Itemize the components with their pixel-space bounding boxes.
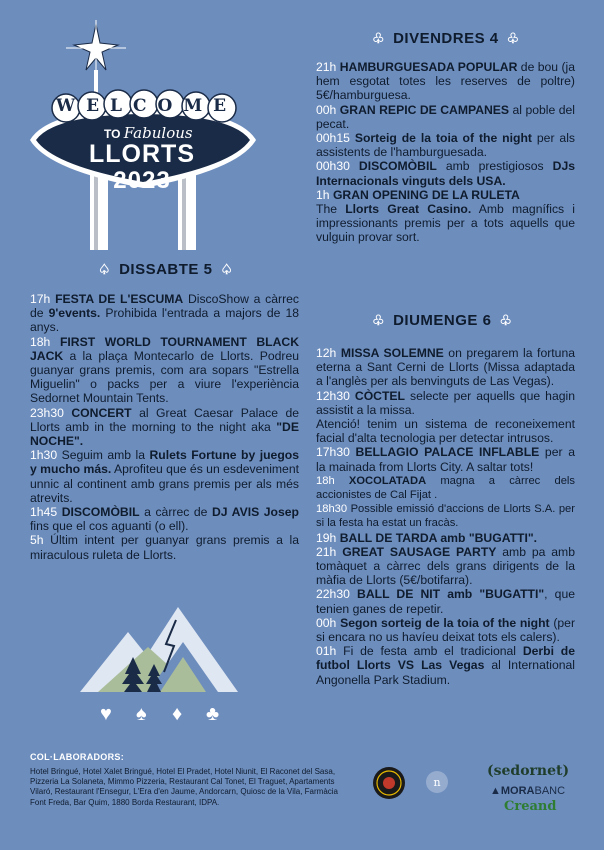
heading-diumenge: ♧ DIUMENGE 6 ♧ [372, 312, 513, 329]
event-item: 18h FIRST WORLD TOURNAMENT BLACK JACK a la plaça Montecarlo de Llorts. Podreu guanyar grans premis, com ara sopars "Estrella Miguelin" o packs per a viure l'experiència Sedornet Mountain Tents. [30, 334, 300, 406]
event-item: 19h BALL DE TARDA amb "BUGATTI". [316, 530, 538, 545]
club-icon: ♣ [206, 703, 220, 724]
creand-logo: Creand [504, 799, 557, 814]
heading-dissabte: ♤ DISSABTE 5 ♤ [98, 261, 234, 278]
spade-outline-icon: ♤ [220, 261, 234, 277]
event-item: 1h GRAN OPENING DE LA RULETA The Llorts Great Casino. Amb magnífics i impressionants premis per a tots aquells que vulguin provar sort. [316, 187, 576, 245]
spade-icon: ♠ [136, 703, 147, 724]
event-item: 17h FESTA DE L'ESCUMA DiscoShow a càrrec de 9'events. Prohibida l'entrada a majors de 18 anys. [30, 292, 300, 335]
sign-to-fabulous: TO Fabulous [104, 124, 193, 142]
event-item: 17h30 BELLAGIO PALACE INFLABLE per a la mainada from Llorts City. A saltar tots! [316, 445, 575, 474]
sign-welcome-letters [56, 96, 238, 116]
event-item: 12h MISSA SOLEMNE on pregarem la fortuna eterna a Sant Cerni de Llorts (Missa adaptada a l'anglès per als benvinguts de Las Vegas). [316, 346, 575, 389]
event-item: 00h GRAN REPIC DE CAMPANES al poble del pecat. [316, 102, 575, 131]
sedornet-logo: (sedornet) [487, 763, 570, 779]
morabanc-logo: ▲MORABANC [490, 785, 566, 797]
dissabte-events [30, 292, 299, 562]
event-item: 22h30 BALL DE NIT amb "BUGATTI", que tenien ganes de repetir. [316, 587, 576, 616]
divendres-events [316, 60, 575, 245]
sign-year: 2023 [113, 167, 171, 194]
heart-icon: ♥ [100, 703, 112, 724]
svg-text:n: n [433, 776, 441, 789]
diamond-icon: ♦ [172, 703, 183, 724]
event-item: 1h30 Seguim amb la Rulets Fortune by juegos y mucho más. Aprofiteu que és un esdeveniment unnic al continent amb grans premis per als més atrevits. [30, 448, 299, 505]
event-item: 00h Segon sorteig de la toia of the night (per si encara no us havíeu deixat tots els calers). [316, 615, 576, 645]
sign-place: LLORTS [89, 140, 195, 168]
collaborators-list: Hotel Bringué, Hotel Xalet Bringué, Hotel El Pradet, Hotel Niunit, El Raconet del Sasa, Pizzeria La Solaneta, Mimmo Pizzeria, Restaurant Cal Tonet, El Traguet, Apartaments Vilaró, Restaurant l'Ensegur, L'Era d'en Jaume, Andorcarn, Quiosc de la Vila, Farmàcia Font Freda, Bar Quim, 1880 Borda Restaurant, IDPA. [30, 767, 339, 807]
event-item: 23h30 CONCERT al Great Caesar Palace de Llorts amb in the morning to the night aka "DE NOCHE". [30, 405, 299, 449]
event-item: 12h30 CÒCTEL selecte per aquells que hagin assistit a la missa. Atenció! tenim un sistema de reconeixement facial d'alta tecnologia per detectar intrusos. [316, 388, 575, 446]
spade-outline-icon: ♤ [98, 261, 112, 277]
collaborators-title: COL·LABORADORS: [30, 752, 124, 762]
club-outline-icon: ♧ [372, 30, 386, 46]
event-item: 00h30 DISCOMÒBIL amb prestigiosos DJs Internacionals vinguts dels USA. [316, 159, 575, 188]
sign-welcome-text: WELCOME [56, 96, 238, 116]
event-item: 01h Fi de festa amb el tradicional Derbi de futbol Llorts VS Las Vegas al International Angonella Park Stadium. [316, 644, 576, 687]
event-item: 21h GREAT SAUSAGE PARTY amb pa amb tomàquet a càrrec dels grans dirigents de la màfia de Llorts (5€/botifarra). [316, 544, 575, 588]
club-outline-icon: ♧ [372, 312, 386, 328]
mountain-logo [78, 602, 242, 724]
heading-divendres: ♧ DIVENDRES 4 ♧ [372, 30, 520, 47]
poltrona-logo [372, 766, 406, 800]
event-item: 18h30 Possible emissió d'accions de Llorts S.A. per si la festa ha estat un fracàs. [316, 503, 575, 530]
event-item: 21h HAMBURGUESADA POPULAR de bou (ja hem esgotat totes les reserves de poltre) 5€/hamburguesa. [316, 60, 576, 103]
club-outline-icon: ♧ [506, 30, 520, 46]
event-item: 18h XOCOLATADA magna a càrrec dels accionistes de Cal Fijat . [316, 474, 575, 502]
event-item: 5h Últim intent per guanyar grans premis a la miraculous ruleta de Llorts. [30, 533, 299, 562]
diumenge-events [316, 346, 575, 687]
event-item: 00h15 Sorteig de la toia of the night per als assistents de l'hamburguesada. [316, 131, 576, 160]
event-item: 1h45 DISCOMÒBIL a càrrec de DJ AVIS Josep fins que el cos aguanti (o ell). [30, 505, 299, 534]
club-outline-icon: ♧ [499, 312, 513, 328]
niunit-logo [422, 768, 452, 802]
morabanc-icon: ▲ [490, 785, 501, 797]
